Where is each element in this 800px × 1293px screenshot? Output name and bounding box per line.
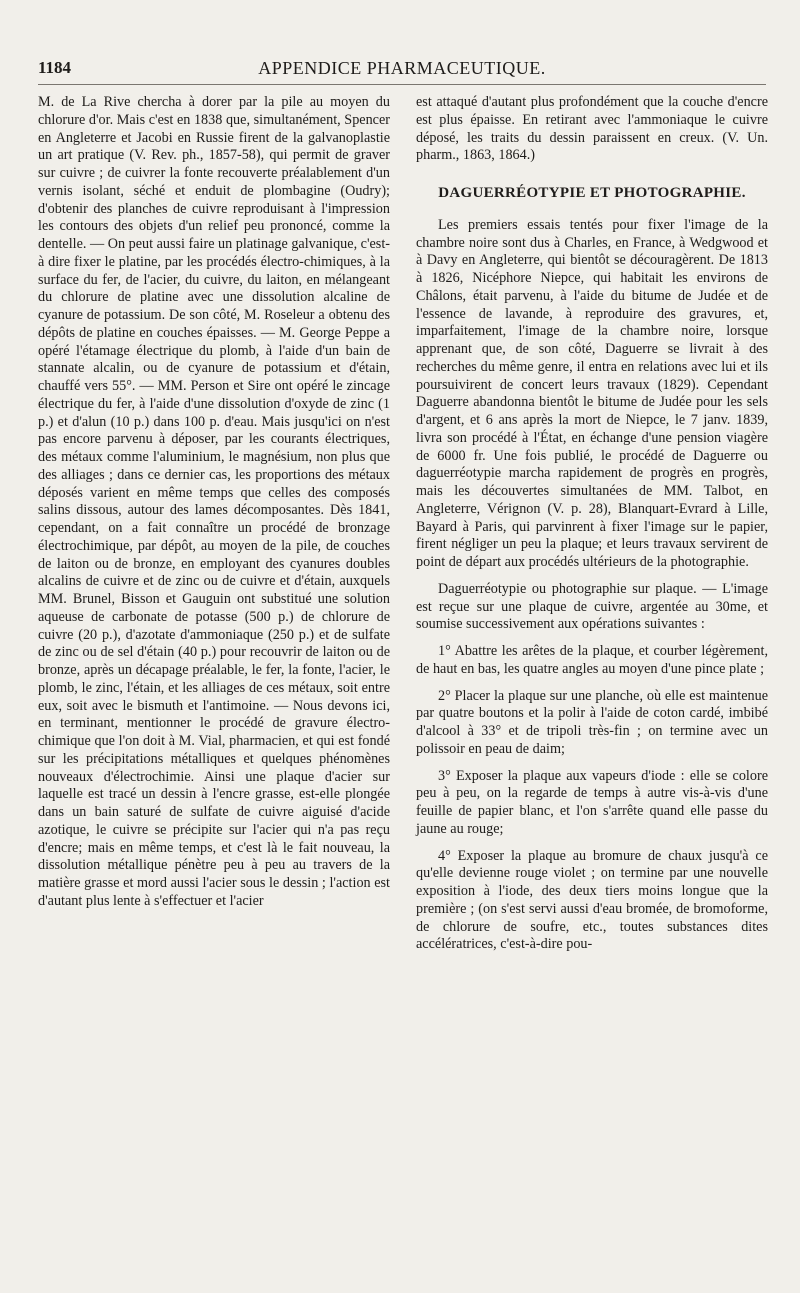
step-1: 1° Abattre les arêtes de la plaque, et courber légèrement, de haut en bas, les quatre angles au moyen d'une pince plate ; (416, 643, 768, 677)
step-4: 4° Exposer la plaque au bromure de chaux jusqu'à ce qu'elle devienne rouge violet ; on termine par une nouvelle exposition à l'iode, des deux tiers moins longue que la première ; (on s'est servi aussi d'eau bromée, de bromoforme, de chlorure de soufre, etc., toutes substances dites accélératrices, c'est-à-dire pou- (416, 847, 768, 953)
daguerreotype-intro: Daguerréotypie ou photographie sur plaque. — L'image est reçue sur une plaque de cuivre, argentée au 30me, et soumise successivement aux opérations suivantes : (416, 580, 768, 633)
left-column (38, 94, 390, 911)
running-title: APPENDICE PHARMACEUTIQUE. (258, 58, 546, 78)
page-number: 1184 (38, 58, 72, 77)
step-3: 3° Exposer la plaque aux vapeurs d'iode : elle se colore peu à peu, on la regarde de temps à autre vis-à-vis d'une feuille de papier blanc, et l'on s'arrête quand elle passe du jaune au rouge; (416, 767, 768, 837)
left-column-text: M. de La Rive chercha à dorer par la pile au moyen du chlorure d'or. Mais c'est en 1838 que, simultanément, Spencer en Angleterre et Jacobi en Russie firent de la galvanoplastie un art pratique (V. Rev. ph., 1857-58), qui permit de graver sur cuivre ; de cuivrer la fonte recouverte préalablement d'un vernis isolant, séché et enduit de plombagine (Oudry); d'obtenir des planches de cuivre reproduisant à l'impression les contours des objets d'un relief peu prononcé, comme la dentelle. — On peut aussi faire un platinage galvanique, c'est-à dire fixer le platine, par les procédés électro-chimiques, à la surface du fer, de l'acier, du cuivre, du laiton, en mélangeant du chlorure de platine avec une dissolution alcaline de cyanure de potassium. De son côté, M. Roseleur a obtenu des dépôts de platine en couches épaisses. — M. George Peppe a opéré l'étamage électrique du plomb, à l'aide d'un bain de stannate alcalin, ou de cyanure de potassium et d'étain, chauffé vers 55°. — MM. Person et Sire ont opéré le zincage électrique du fer, à l'aide d'une dissolution d'oxyde de zinc (1 p.) et d'alun (10 p.) dans 100 p. d'eau. Mais jusqu'ici on n'est pas encore parvenu à déposer, par les courants électriques, des métaux comme l'aluminium, le magnésium, non plus que des alliages ; dans ce dernier cas, les proportions des métaux déposés varient en même temps que celles des composés salins dissous, autour des lames décomposantes. Dès 1841, cependant, on a fait connaître un procédé de bronzage électrochimique, par dépôt, au moyen de la pile, de couches de laiton ou de bronze, en employant des cyanures doubles alcalins de cuivre et de zinc ou de cuivre et d'étain, auxquels MM. Brunel, Bisson et Gauguin ont substitué une solution aqueuse de carbonate de potasse (500 p.) de chlorure de cuivre (20 p.), d'azotate d'ammoniaque (250 p.) et de sulfate de zinc ou de sel d'étain (40 p.) pour recouvrir de laiton ou de bronze, après un décapage préalable, le fer, la fonte, l'acier, le plomb, le zinc, l'étain, et les alliages de ces métaux, soit entre eux, soit avec le bismuth et l'antimoine. — Nous devons ici, en terminant, mentionner le procédé de gravure électro-chimique que l'on doit à M. Vial, pharmacien, et qui est fondé sur les précipitations métalliques et quelques phénomènes nouveaux d'électrochimie. Ainsi une plaque d'acier sur laquelle est tracé un dessin à l'encre grasse, est-elle plongée dans un bain saturé de sulfate de cuivre aiguisé d'acide azotique, le cuivre se précipite sur l'acier qui n'a pas reçu d'encre; mais en même temps, et c'est là le fait nouveau, la dissolution métallique pénètre peu à peu au travers de la matière grasse et mord aussi l'acier sous le dessin ; l'action est d'autant plus lente à s'effectuer et l'acier (38, 94, 390, 909)
page-header (38, 58, 766, 85)
step-2: 2° Placer la plaque sur une planche, où elle est maintenue par quatre boutons et la polir à l'aide de coton cardé, imbibé d'alcool à 33° et de tripoli très-fin ; on termine avec un polissoir en peau de daim; (416, 687, 768, 757)
history-paragraph: Les premiers essais tentés pour fixer l'image de la chambre noire sont dus à Charles, en France, à Wedgwood et à Davy en Angleterre, qui bientôt se découragèrent. De 1813 à 1826, Nicéphore Niepce, qui habitait les environs de Châlons, était parvenu, à l'aide du bitume de Judée et de l'essence de lavande, à reproduire des gravures, et, imparfaitement, l'image de la chambre noire, lorsque apprenant que, de son côté, Daguerre se livrait à des recherches du même genre, il entra en relations avec lui et ils poursuivirent de concert leurs travaux (1829). Cependant Daguerre abandonna bientôt le bitume de Judée pour les sels d'argent, et 6 ans après la mort de Niepce, le 7 janv. 1839, livra son procédé à l'État, en échange d'une pension viagère de 6000 fr. Une fois publié, le procédé de Daguerre ou daguerréotypie marcha rapidement de progrès en progrès, mais les découvertes simultanées de MM. Talbot, en Angleterre, Vérignon (V. p. 28), Blanquart-Evrard à Lille, Bayard à Paris, qui parvinrent à fixer l'image sur le papier, firent négliger un peu la plaque; et leurs travaux servirent de point de départ aux procédés ultérieurs de la photographie. (416, 216, 768, 570)
section-title: DAGUERRÉOTYPIE ET PHOTOGRAPHIE. (438, 185, 746, 201)
continuation-paragraph: est attaqué d'autant plus profondément que la couche d'encre est plus épaisse. En retirant avec l'ammoniaque le cuivre déposé, les traits du dessin paraissent en creux. (V. Un. pharm., 1863, 1864.) (416, 94, 768, 164)
right-column (416, 94, 768, 954)
